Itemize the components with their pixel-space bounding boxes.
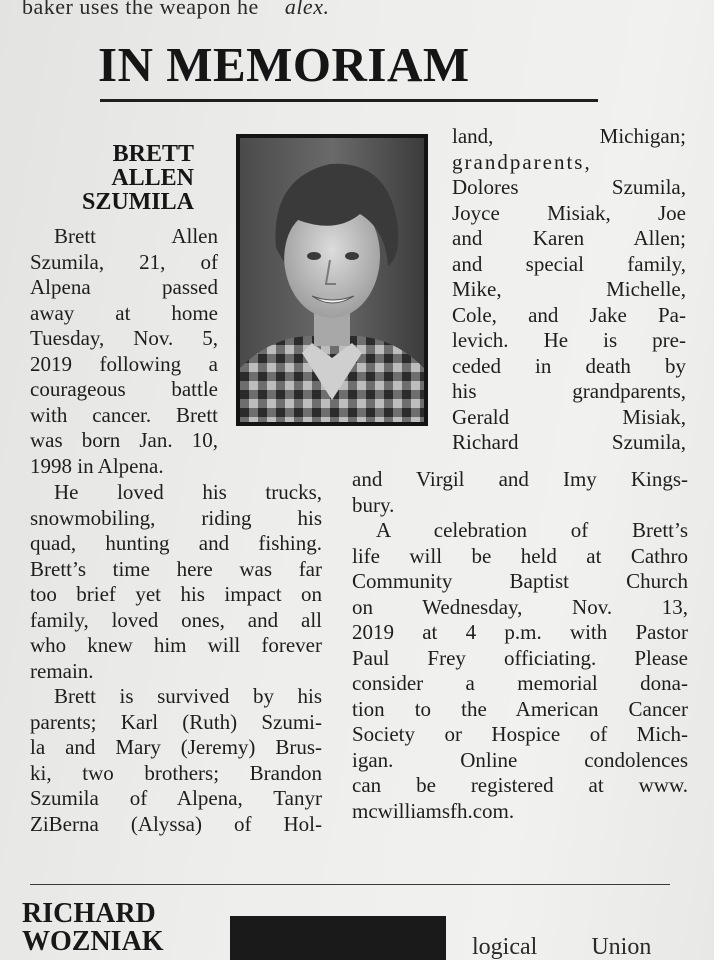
text-line: and Karen Allen; xyxy=(452,226,686,250)
heading-rule xyxy=(100,99,598,102)
text-line: courageous battle xyxy=(30,377,218,401)
text-line: consider a memorial dona- xyxy=(352,671,688,695)
next-obituary-photo xyxy=(230,916,446,960)
text-line: Gerald Misiak, xyxy=(452,404,686,429)
text-line: snowmobiling, riding his xyxy=(30,505,322,530)
text-line: 2019 at 4 p.m. with Pastor xyxy=(352,620,688,644)
next-text-fragment: Union xyxy=(591,934,652,960)
text-line: parents; Karl (Ruth) Szumi- xyxy=(30,709,322,734)
text-line: A celebration of Brett’s xyxy=(376,518,688,542)
text-line: ZiBerna (Alyssa) of Hol- xyxy=(30,811,322,836)
text-line: Szumila of Alpena, Tanyr xyxy=(30,786,322,810)
portrait-photo xyxy=(236,134,428,426)
name-line-first: BRETT xyxy=(112,141,194,167)
text-line: family, loved ones, and all xyxy=(30,607,322,632)
obituary-text-right-bottom xyxy=(352,467,688,824)
text-line: levich. He is pre- xyxy=(452,328,686,352)
text-line: ki, two brothers; Brandon xyxy=(30,760,322,785)
text-line: Joyce Misiak, Joe xyxy=(452,200,686,225)
next-name-line: WOZNIAK xyxy=(22,926,164,957)
text-line: Alpena passed xyxy=(30,275,218,299)
next-text-fragment: logical xyxy=(472,934,538,960)
portrait-image xyxy=(240,138,424,422)
text-line: his grandparents, xyxy=(452,379,686,403)
text-line: Cole, and Jake Pa- xyxy=(452,302,686,327)
text-line: Tuesday, Nov. 5, xyxy=(30,326,218,350)
text-line: who knew him will forever xyxy=(30,633,322,657)
text-line: grandparents, xyxy=(452,149,592,174)
name-line-middle: ALLEN xyxy=(111,165,194,191)
text-line: and Virgil and Imy Kings- xyxy=(352,467,688,491)
text-line: remain. xyxy=(30,658,94,683)
text-line: Paul Frey officiating. Please xyxy=(352,645,688,670)
previous-column-text xyxy=(22,0,329,20)
text-line: land, Michigan; xyxy=(452,124,686,148)
text-line: 2019 following a xyxy=(30,351,218,376)
text-line: Community Baptist Church xyxy=(352,569,688,593)
text-line: was born Jan. 10, xyxy=(30,428,218,452)
section-heading: IN MEMORIAM xyxy=(98,37,470,92)
text-line: quad, hunting and fishing. xyxy=(30,531,322,555)
next-obituary-text xyxy=(472,934,651,960)
next-obituary-name xyxy=(22,900,164,956)
name-line-last: SZUMILA xyxy=(81,189,194,215)
obituary-text-left-bottom xyxy=(30,480,322,837)
text-line: on Wednesday, Nov. 13, xyxy=(352,594,688,619)
text-line: too brief yet his impact on xyxy=(30,582,322,606)
text-line: mcwilliamsfh.com. xyxy=(352,798,515,823)
text-line: la and Mary (Jeremy) Brus- xyxy=(30,735,322,759)
text-line: Mike, Michelle, xyxy=(452,277,686,301)
previous-text-tail: alex. xyxy=(284,0,330,19)
text-line: Szumila, 21, of xyxy=(30,249,218,274)
text-line: 1998 in Alpena. xyxy=(30,453,164,478)
text-line: life will be held at Cathro xyxy=(352,543,688,568)
obituary-text-left-top xyxy=(30,224,218,479)
obituary-text-right-top xyxy=(452,124,686,456)
text-line: igan. Online condolences xyxy=(352,747,688,772)
text-line: Dolores Szumila, xyxy=(452,175,686,199)
text-line: tion to the American Cancer xyxy=(352,696,688,721)
text-line: and special family, xyxy=(452,251,686,276)
text-line: Brett is survived by his xyxy=(54,684,322,708)
obituary-name xyxy=(36,142,194,214)
text-line: Brett’s time here was far xyxy=(30,556,322,581)
text-line: Richard Szumila, xyxy=(452,430,686,454)
text-line: can be registered at www. xyxy=(352,773,688,797)
text-line: Society or Hospice of Mich- xyxy=(352,722,688,746)
text-line: away at home xyxy=(30,300,218,325)
next-name-line: RICHARD xyxy=(22,898,156,929)
previous-text-lead: baker uses the weapon he xyxy=(22,0,259,19)
text-line: Brett Allen xyxy=(54,224,218,248)
section-divider xyxy=(30,884,670,885)
text-line: ceded in death by xyxy=(452,353,686,378)
text-line: He loved his trucks, xyxy=(54,480,322,504)
text-line: bury. xyxy=(352,492,395,517)
text-line: with cancer. Brett xyxy=(30,402,218,427)
